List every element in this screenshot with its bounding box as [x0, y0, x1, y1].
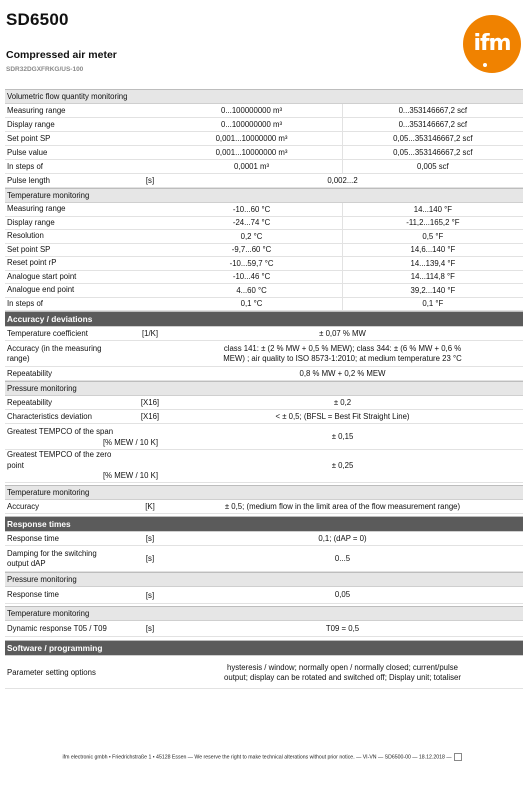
- row-unit: [138, 217, 162, 230]
- table-row: [5, 298, 523, 312]
- row-unit: [138, 257, 162, 270]
- row-value: ± 0,5; (medium flow in the limit area of the flow measurement range): [224, 501, 461, 511]
- table-row: [5, 230, 523, 244]
- table-row: [5, 174, 523, 188]
- row-value-imperial: 14...114,8 °F: [342, 271, 523, 284]
- row-label: [5, 546, 138, 571]
- row-label-line-2: point: [7, 460, 24, 470]
- flow-rows: [5, 104, 523, 188]
- row-value: [162, 658, 523, 688]
- row-value-metric: 0,001...10000000 m³: [215, 148, 288, 157]
- datasheet-table: [5, 89, 523, 689]
- row-value-line-1: class 141: ± (2 % MW + 0,5 % MEW); class 344: ± (6 % MW + 0,6 %: [223, 343, 462, 353]
- row-unit: [s]: [145, 176, 155, 185]
- row-value-imperial: 0,005 scf: [342, 160, 523, 173]
- row-label: In steps of: [7, 298, 43, 308]
- row-value-metric: 0,001...10000000 m³: [215, 134, 288, 143]
- row-unit: [138, 230, 162, 243]
- row-label: Response time: [7, 590, 60, 599]
- row-label-unit: [% MEW / 10 K]: [102, 471, 158, 481]
- row-value: ± 0,25: [331, 461, 354, 470]
- row-value: < ± 0,5; (BFSL = Best Fit Straight Line): [275, 411, 410, 421]
- table-row: [5, 118, 523, 132]
- table-row: [5, 546, 523, 572]
- row-value-imperial: 0,1 °F: [342, 298, 523, 311]
- row-value-metric: -10...46 °C: [232, 272, 271, 282]
- row-label: Characteristics deviation: [7, 411, 92, 421]
- row-unit: [s]: [145, 590, 155, 600]
- document-icon: [454, 753, 462, 761]
- row-unit: [138, 367, 162, 380]
- row-value-metric: -10...59,7 °C: [229, 258, 274, 268]
- product-subtitle: Compressed air meter: [6, 49, 117, 61]
- table-row: [5, 257, 523, 271]
- section-header-response-times: Response times: [5, 516, 523, 532]
- row-value: T09 = 0,5: [325, 623, 360, 633]
- row-label-line-1: Accuracy (in the measuring: [7, 343, 102, 353]
- row-value-metric: 4...60 °C: [236, 285, 267, 295]
- row-value-metric: 0,2 °C: [240, 231, 263, 241]
- row-label-unit: [% MEW / 10 K]: [102, 437, 158, 447]
- row-label: Set point SP: [7, 244, 51, 254]
- table-row: [5, 327, 523, 341]
- row-value-imperial: 0,05...353146667,2 scf: [342, 146, 523, 159]
- row-label: Analogue start point: [7, 271, 77, 281]
- row-value: 0,8 % MW + 0,2 % MEW: [299, 368, 386, 378]
- table-row: [5, 450, 523, 483]
- table-row: [5, 203, 523, 217]
- row-value-imperial: 0,5 °F: [342, 230, 523, 243]
- table-row: [5, 146, 523, 160]
- row-label: Temperature coefficient: [7, 328, 88, 338]
- table-row: [5, 132, 523, 146]
- row-unit: [138, 104, 162, 117]
- row-label: In steps of: [7, 161, 43, 171]
- row-unit: [s]: [145, 534, 155, 543]
- ifm-logo: [463, 15, 521, 73]
- product-code: SDR32DGXFRKG/US-100: [6, 66, 84, 73]
- row-label-line-1: Greatest TEMPCO of the span: [7, 426, 114, 436]
- row-value-imperial: 14...139,4 °F: [342, 257, 523, 270]
- row-label: Accuracy: [7, 501, 40, 511]
- table-row: [5, 424, 523, 450]
- row-unit: [138, 160, 162, 173]
- row-value-metric: 0...100000000 m³: [220, 120, 283, 129]
- row-value: ± 0,2: [333, 397, 352, 407]
- table-row: [5, 396, 523, 410]
- row-label: Repeatability: [7, 397, 53, 407]
- section-header-software: Software / programming: [5, 640, 523, 656]
- row-value: 0,05: [334, 590, 351, 599]
- section-header-accuracy: Accuracy / deviations: [5, 311, 523, 327]
- table-row: [5, 367, 523, 381]
- section-header-temperature: Temperature monitoring: [5, 188, 523, 203]
- table-row: [5, 621, 523, 637]
- row-value-metric: 0,1 °C: [240, 299, 263, 309]
- footer: [0, 753, 524, 761]
- row-label: Display range: [7, 217, 55, 227]
- row-value-metric: -9,7...60 °C: [231, 245, 272, 255]
- table-row: [5, 341, 523, 367]
- row-label: Analogue end point: [7, 285, 75, 295]
- table-row: [5, 217, 523, 231]
- row-unit: [X16]: [140, 412, 160, 421]
- section-header-flow: Volumetric flow quantity monitoring: [5, 89, 523, 104]
- row-label-line-2: output dAP: [7, 558, 46, 568]
- row-unit: [s]: [145, 554, 155, 563]
- row-unit: [138, 298, 162, 311]
- table-row: [5, 587, 523, 604]
- row-value-metric: -10...60 °C: [232, 204, 271, 214]
- row-label-line-1: Greatest TEMPCO of the zero: [7, 450, 112, 460]
- table-row: [5, 284, 523, 298]
- table-row: [5, 244, 523, 258]
- row-label: Set point SP: [7, 133, 51, 143]
- row-label: Display range: [7, 119, 55, 129]
- row-label: Dynamic response T05 / T09: [7, 623, 107, 633]
- row-label: Measuring range: [7, 105, 66, 115]
- section-header-temperature-response: Temperature monitoring: [5, 606, 523, 621]
- footer-text: ifm electronic gmbh • Friedrichstraße 1 • 45128 Essen — We reserve the right to make technical alterations without prior notice. — VI-VN — SD6500-00 — 18.12.2018 —: [62, 754, 452, 761]
- row-label: [5, 341, 138, 366]
- row-value-metric: 0...100000000 m³: [220, 106, 283, 115]
- row-label: Pulse length: [7, 175, 50, 185]
- row-value-metric: -24...74 °C: [232, 218, 271, 228]
- row-value-imperial: 0...353146667,2 scf: [342, 118, 523, 131]
- row-label: Repeatability: [7, 368, 53, 378]
- row-label: [5, 424, 162, 449]
- row-label: Reset point rP: [7, 258, 57, 268]
- table-row: [5, 271, 523, 285]
- row-label-line-1: Damping for the switching: [7, 548, 97, 558]
- row-label: Response time: [7, 533, 60, 543]
- row-value-line-1: hysteresis / window; normally open / normally closed; current/pulse: [227, 663, 458, 672]
- row-value-imperial: 0,05...353146667,2 scf: [342, 132, 523, 145]
- row-unit: [138, 146, 162, 159]
- section-header-temperature-accuracy: Temperature monitoring: [5, 485, 523, 500]
- row-unit: [138, 658, 162, 688]
- row-label: Resolution: [7, 231, 44, 241]
- section-header-pressure: Pressure monitoring: [5, 381, 523, 396]
- row-unit: [138, 132, 162, 145]
- row-label: Pulse value: [7, 147, 48, 157]
- row-label-line-2: range): [7, 353, 30, 363]
- row-unit: [K]: [145, 502, 155, 511]
- row-value-imperial: 39,2...140 °F: [342, 284, 523, 297]
- page-title: SD6500: [6, 10, 69, 29]
- row-value: 0...5: [334, 553, 351, 563]
- table-row: [5, 104, 523, 118]
- table-row: [5, 500, 523, 514]
- row-value-imperial: -11,2...165,2 °F: [342, 217, 523, 230]
- section-header-pressure-response: Pressure monitoring: [5, 572, 523, 587]
- row-value-imperial: 0...353146667,2 scf: [342, 104, 523, 117]
- row-value-imperial: 14,6...140 °F: [342, 244, 523, 257]
- row-value: ± 0,15: [331, 431, 354, 441]
- table-row: [5, 658, 523, 689]
- row-label: [5, 450, 162, 482]
- header: [0, 0, 524, 90]
- row-value: 0,002...2: [327, 175, 358, 185]
- row-value-imperial: 14...140 °F: [342, 203, 523, 216]
- table-row: [5, 410, 523, 424]
- row-unit: [138, 203, 162, 216]
- row-unit: [138, 244, 162, 257]
- table-row: [5, 160, 523, 174]
- row-unit: [138, 341, 162, 366]
- logo-dots-icon: [483, 23, 503, 29]
- table-row: [5, 532, 523, 546]
- row-unit: [138, 118, 162, 131]
- row-value-line-2: output; display can be rotated and switched off; Display unit; totaliser: [224, 673, 461, 682]
- row-value: 0,1; (dAP = 0): [318, 533, 367, 543]
- row-value: [162, 341, 523, 366]
- logo-text: ifm: [473, 30, 511, 56]
- row-unit: [X16]: [140, 398, 160, 407]
- row-value: ± 0,07 % MW: [319, 328, 366, 338]
- row-label: Measuring range: [7, 204, 66, 214]
- row-unit: [s]: [145, 624, 155, 633]
- row-unit: [1/K]: [141, 329, 159, 338]
- row-value-metric: 0,0001 m³: [234, 162, 270, 171]
- row-label: Parameter setting options: [7, 668, 96, 677]
- row-unit: [138, 271, 162, 284]
- row-value-line-2: MEW) ; air quality to ISO 8573-1:2010; at medium temperature 23 °C: [223, 353, 462, 363]
- row-unit: [138, 284, 162, 297]
